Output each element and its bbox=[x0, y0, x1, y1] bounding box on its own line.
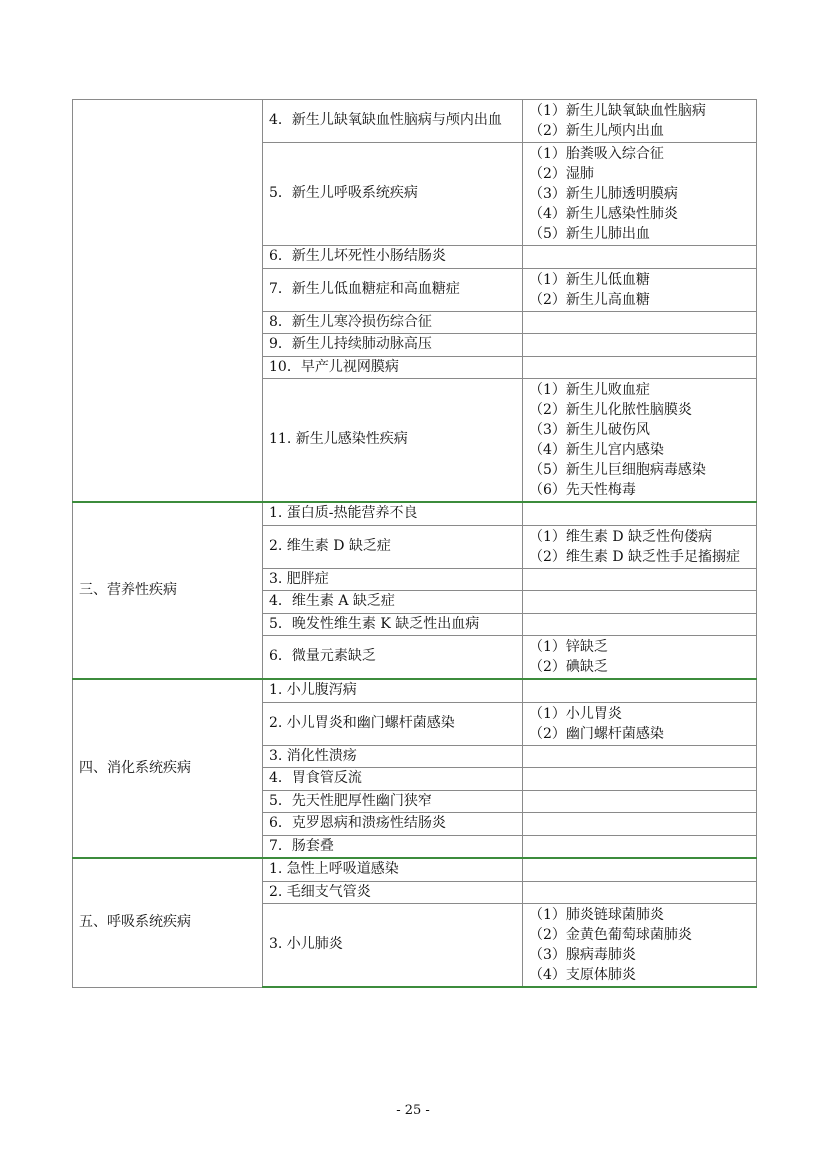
subtopic-cell bbox=[523, 268, 757, 311]
topic-cell: 1. 急性上呼吸道感染 bbox=[263, 858, 523, 881]
subtopic-cell bbox=[523, 813, 757, 836]
subtopic-item: （1）新生儿低血糖 bbox=[529, 271, 650, 288]
subtopic-item: （2）新生儿化脓性脑膜炎 bbox=[529, 402, 692, 418]
topic-cell: 5．新生儿呼吸系统疾病 bbox=[263, 143, 523, 246]
subtopic-cell bbox=[523, 334, 757, 357]
subtopic-cell bbox=[523, 356, 757, 379]
category-cell: 四、消化系统疾病 bbox=[73, 679, 263, 858]
subtopic-item: （1）新生儿败血症 bbox=[529, 382, 650, 398]
subtopic-cell bbox=[523, 502, 757, 525]
subtopic-item: （2）碘缺乏 bbox=[529, 659, 608, 675]
topic-cell: 3. 肥胖症 bbox=[263, 568, 523, 591]
subtopic-item: （6）先天性梅毒 bbox=[529, 482, 636, 498]
subtopic-item: （1）小儿胃炎 bbox=[529, 705, 622, 722]
subtopic-cell bbox=[523, 904, 757, 988]
category-cell bbox=[73, 100, 263, 503]
subtopic-cell bbox=[523, 790, 757, 813]
subtopic-item: （2）维生素 D 缺乏性手足搐搦症 bbox=[529, 548, 741, 565]
subtopic-item: （3）腺病毒肺炎 bbox=[529, 947, 636, 963]
subtopic-item: （3）新生儿肺透明膜病 bbox=[529, 186, 678, 202]
subtopic-item: （1）胎粪吸入综合征 bbox=[529, 146, 664, 162]
subtopic-cell bbox=[523, 636, 757, 680]
category-cell: 五、呼吸系统疾病 bbox=[73, 858, 263, 987]
topic-cell: 8．新生儿寒冷损伤综合征 bbox=[263, 311, 523, 334]
topic-cell: 7．肠套叠 bbox=[263, 835, 523, 858]
subtopic-cell bbox=[523, 613, 757, 636]
syllabus-table-body bbox=[73, 100, 757, 988]
topic-cell: 1. 小儿腹泻病 bbox=[263, 679, 523, 702]
topic-cell: 4．维生素 A 缺乏症 bbox=[263, 591, 523, 614]
topic-cell: 6．克罗恩病和溃疡性结肠炎 bbox=[263, 813, 523, 836]
subtopic-item: （5）新生儿巨细胞病毒感染 bbox=[529, 462, 706, 478]
subtopic-cell bbox=[523, 311, 757, 334]
subtopic-cell bbox=[523, 881, 757, 904]
topic-cell: 7．新生儿低血糖症和高血糖症 bbox=[263, 268, 523, 311]
subtopic-item: （3）新生儿破伤风 bbox=[529, 422, 650, 438]
topic-cell: 2. 毛细支气管炎 bbox=[263, 881, 523, 904]
topic-cell: 10．早产儿视网膜病 bbox=[263, 356, 523, 379]
topic-cell: 5．晚发性维生素 K 缺乏性出血病 bbox=[263, 613, 523, 636]
subtopic-cell bbox=[523, 745, 757, 768]
subtopic-item: （2）湿肺 bbox=[529, 166, 594, 182]
subtopic-cell bbox=[523, 143, 757, 246]
table-row bbox=[73, 502, 757, 525]
subtopic-cell bbox=[523, 525, 757, 568]
subtopic-cell bbox=[523, 379, 757, 503]
subtopic-item: （2）新生儿颅内出血 bbox=[529, 123, 664, 139]
subtopic-item: （4）支原体肺炎 bbox=[529, 967, 636, 983]
topic-cell: 9．新生儿持续肺动脉高压 bbox=[263, 334, 523, 357]
topic-cell: 11. 新生儿感染性疾病 bbox=[263, 379, 523, 503]
page-number: - 25 - bbox=[396, 1103, 430, 1118]
topic-cell: 5．先天性肥厚性幽门狭窄 bbox=[263, 790, 523, 813]
subtopic-item: （1）锌缺乏 bbox=[529, 639, 608, 655]
topic-cell: 2. 小儿胃炎和幽门螺杆菌感染 bbox=[263, 702, 523, 745]
subtopic-item: （1）新生儿缺氧缺血性脑病 bbox=[529, 103, 706, 119]
table-row bbox=[73, 858, 757, 881]
topic-cell: 6．微量元素缺乏 bbox=[263, 636, 523, 680]
subtopic-cell bbox=[523, 679, 757, 702]
category-cell: 三、营养性疾病 bbox=[73, 502, 263, 679]
subtopic-item: （4）新生儿感染性肺炎 bbox=[529, 206, 678, 222]
table-row bbox=[73, 679, 757, 702]
subtopic-cell bbox=[523, 768, 757, 791]
syllabus-table bbox=[72, 99, 757, 988]
subtopic-item: （2）新生儿高血糖 bbox=[529, 291, 650, 308]
topic-cell: 3. 消化性溃疡 bbox=[263, 745, 523, 768]
subtopic-item: （1）维生素 D 缺乏性佝偻病 bbox=[529, 528, 713, 545]
subtopic-cell bbox=[523, 702, 757, 745]
topic-cell: 4．胃食管反流 bbox=[263, 768, 523, 791]
subtopic-item: （5）新生儿肺出血 bbox=[529, 226, 650, 242]
table-row bbox=[73, 100, 757, 143]
subtopic-cell bbox=[523, 246, 757, 269]
topic-cell: 3. 小儿肺炎 bbox=[263, 904, 523, 988]
subtopic-item: （2）幽门螺杆菌感染 bbox=[529, 725, 664, 742]
topic-cell: 6．新生儿坏死性小肠结肠炎 bbox=[263, 246, 523, 269]
subtopic-cell bbox=[523, 591, 757, 614]
subtopic-item: （2）金黄色葡萄球菌肺炎 bbox=[529, 927, 692, 943]
subtopic-item: （1）肺炎链球菌肺炎 bbox=[529, 907, 664, 923]
subtopic-cell bbox=[523, 100, 757, 143]
topic-cell: 2. 维生素 D 缺乏症 bbox=[263, 525, 523, 568]
subtopic-cell bbox=[523, 568, 757, 591]
subtopic-item: （4）新生儿宫内感染 bbox=[529, 442, 664, 458]
topic-cell: 1. 蛋白质-热能营养不良 bbox=[263, 502, 523, 525]
subtopic-cell bbox=[523, 858, 757, 881]
topic-cell: 4．新生儿缺氧缺血性脑病与颅内出血 bbox=[263, 100, 523, 143]
subtopic-cell bbox=[523, 835, 757, 858]
